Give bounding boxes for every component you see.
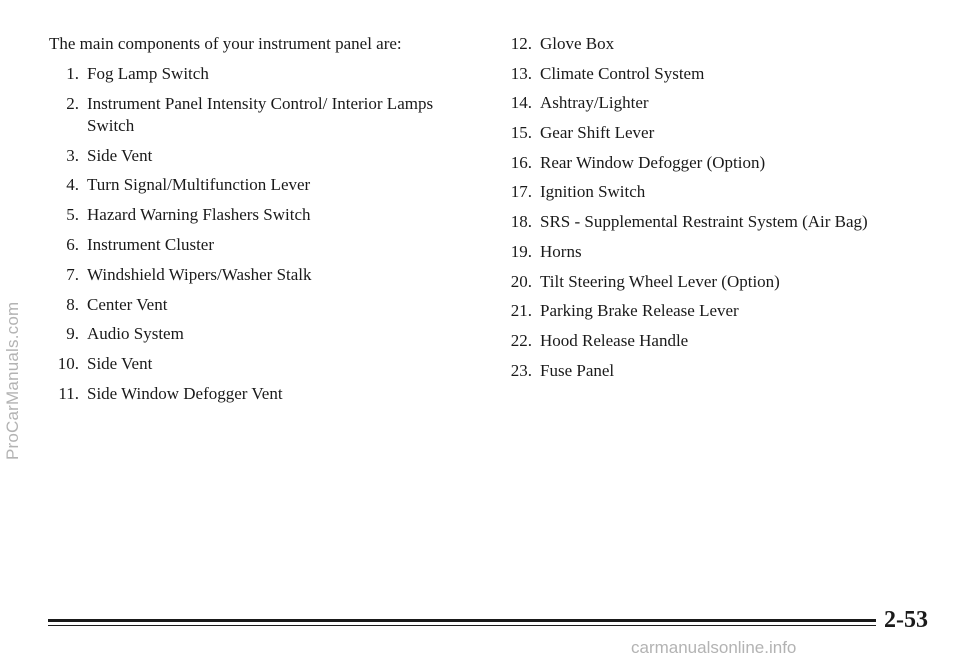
item-text: Ignition Switch xyxy=(540,182,646,202)
list-item xyxy=(50,294,470,316)
item-number: 21. xyxy=(510,301,532,321)
item-number: 16. xyxy=(510,152,532,172)
list-item xyxy=(503,33,943,55)
item-number: 18. xyxy=(510,212,532,232)
list-item xyxy=(50,383,470,405)
list-item xyxy=(50,234,470,256)
item-number: 6. xyxy=(66,234,79,254)
list-item xyxy=(503,241,943,263)
list-item xyxy=(503,122,943,144)
item-text: Parking Brake Release Lever xyxy=(540,301,739,321)
list-item xyxy=(503,152,943,174)
item-text: Tilt Steering Wheel Lever (Option) xyxy=(540,271,780,291)
list-item xyxy=(503,92,943,114)
list-item xyxy=(50,145,470,167)
components-list-left xyxy=(50,63,470,413)
item-number: 13. xyxy=(510,63,532,83)
item-number: 22. xyxy=(510,330,532,350)
item-text: Instrument Panel Intensity Control/ Interior Lamps Switch xyxy=(87,93,434,135)
list-item xyxy=(503,181,943,203)
list-item xyxy=(50,353,470,375)
item-number: 5. xyxy=(66,205,79,225)
item-number: 3. xyxy=(66,145,79,165)
item-number: 14. xyxy=(510,93,532,113)
intro-text: The main components of your instrument panel are: xyxy=(49,34,402,53)
item-number: 11. xyxy=(58,383,79,403)
item-number: 8. xyxy=(66,294,79,314)
list-item xyxy=(503,63,943,85)
watermark-carmanualsonline: carmanualsonline.info xyxy=(631,638,797,657)
item-text: SRS - Supplemental Restraint System (Air Bag) xyxy=(540,212,868,232)
item-text: Horns xyxy=(540,241,582,261)
item-text: Turn Signal/Multifunction Lever xyxy=(87,175,311,195)
item-text: Side Vent xyxy=(87,354,153,374)
footer-rule-thick xyxy=(48,619,876,622)
item-text: Instrument Cluster xyxy=(87,234,215,254)
item-text: Ashtray/Lighter xyxy=(540,93,649,113)
item-text: Climate Control System xyxy=(540,63,705,83)
item-text: Side Window Defogger Vent xyxy=(87,383,283,403)
item-text: Fog Lamp Switch xyxy=(87,64,209,83)
list-item xyxy=(50,174,470,196)
item-number: 23. xyxy=(510,360,532,380)
item-number: 4. xyxy=(66,175,79,195)
item-number: 7. xyxy=(66,264,79,284)
item-number: 9. xyxy=(66,324,79,344)
list-item xyxy=(50,264,470,286)
item-number: 19. xyxy=(510,241,532,261)
item-text: Hazard Warning Flashers Switch xyxy=(87,205,311,225)
item-number: 2. xyxy=(66,93,79,113)
components-list-right xyxy=(503,33,943,389)
list-item xyxy=(50,323,470,345)
page-number: 2-53 xyxy=(884,607,928,633)
footer-rule-thin xyxy=(48,625,876,626)
list-item xyxy=(503,211,943,233)
item-text: Hood Release Handle xyxy=(540,330,689,350)
item-number: 15. xyxy=(510,123,532,143)
item-text: Gear Shift Lever xyxy=(540,123,655,143)
list-item xyxy=(503,360,943,382)
item-text: Windshield Wipers/Washer Stalk xyxy=(87,264,312,284)
list-item xyxy=(50,204,470,226)
watermark-procarmanuals: ProCarManuals.com xyxy=(3,301,22,460)
list-item xyxy=(503,271,943,293)
item-number: 17. xyxy=(510,182,532,202)
item-text: Center Vent xyxy=(87,294,168,314)
item-text: Audio System xyxy=(87,324,184,344)
item-text: Rear Window Defogger (Option) xyxy=(540,152,766,172)
item-number: 1. xyxy=(66,64,79,83)
list-item xyxy=(50,93,470,137)
item-text: Fuse Panel xyxy=(540,360,615,380)
list-item xyxy=(503,300,943,322)
item-number: 10. xyxy=(57,354,79,374)
item-text: Glove Box xyxy=(540,34,615,53)
list-item xyxy=(503,330,943,352)
item-number: 20. xyxy=(510,271,532,291)
list-item xyxy=(50,63,470,85)
item-text: Side Vent xyxy=(87,145,153,165)
item-number: 12. xyxy=(510,34,532,53)
